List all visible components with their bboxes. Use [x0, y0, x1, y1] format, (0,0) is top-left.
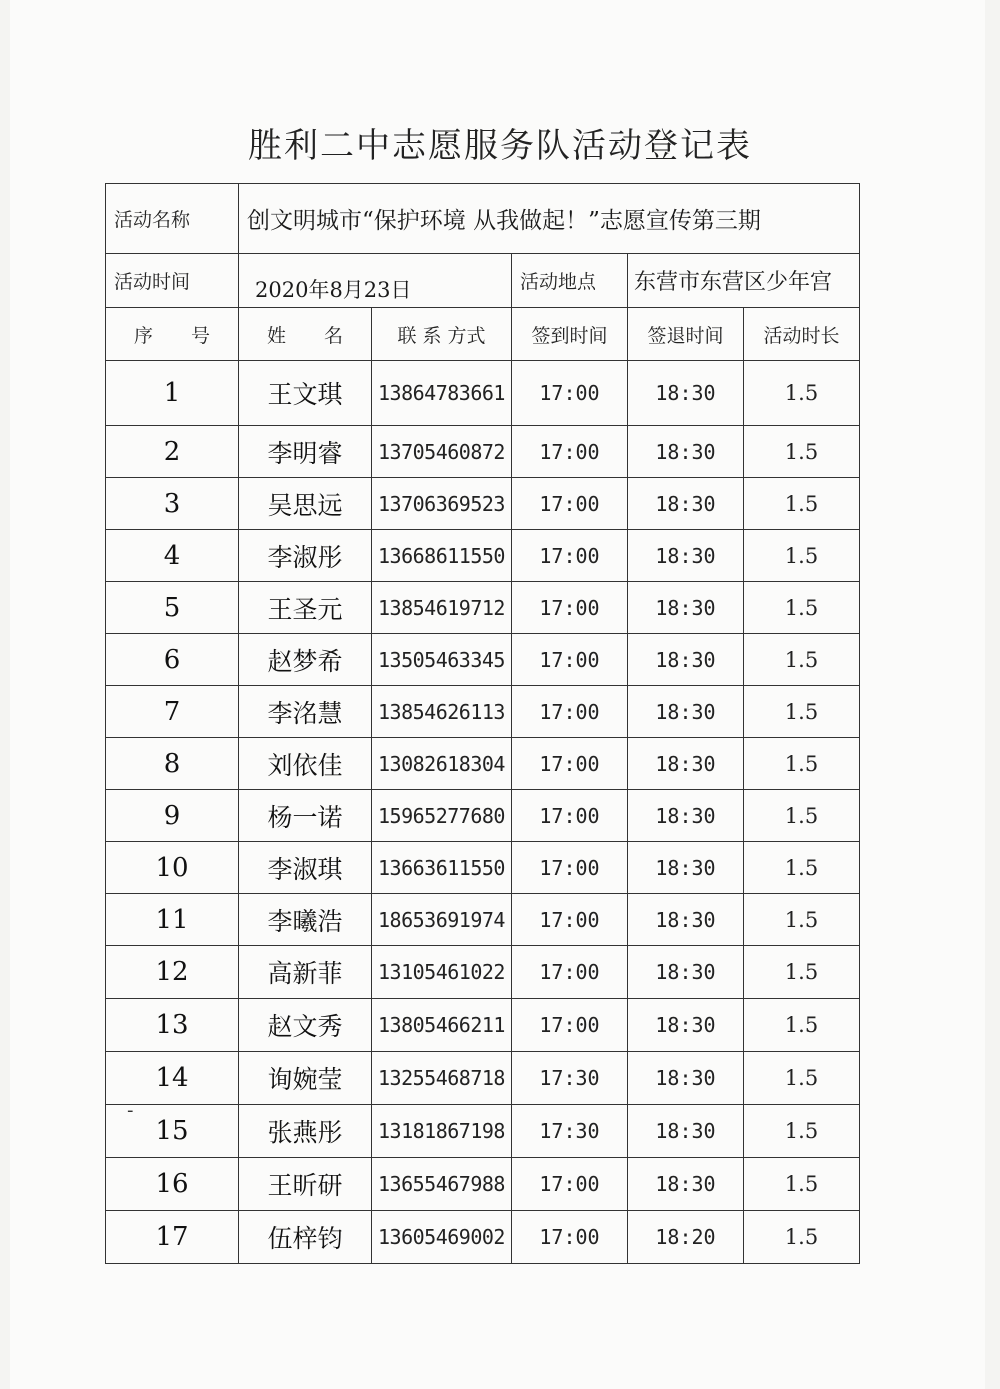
row-sign-in: 17:00: [512, 582, 628, 634]
row-seq: 11: [106, 894, 239, 946]
table-row: [106, 582, 860, 634]
row-duration: 1.5: [744, 946, 860, 999]
registration-table: [105, 183, 860, 1264]
row-duration: 1.5: [744, 738, 860, 790]
row-sign-in: 17:00: [512, 1158, 628, 1211]
row-phone: 13854626113: [372, 686, 512, 738]
table-row: [106, 738, 860, 790]
table-row: [106, 946, 860, 999]
row-sign-out: 18:30: [628, 1052, 744, 1105]
header-sign-out: 签退时间: [628, 308, 744, 361]
row-seq: 15: [106, 1105, 239, 1158]
row-sign-out: 18:30: [628, 634, 744, 686]
row-duration: 1.5: [744, 1211, 860, 1264]
row-name: 赵文秀: [239, 999, 372, 1052]
table-row: [106, 478, 860, 530]
row-phone: 18653691974: [372, 894, 512, 946]
table-row: [106, 530, 860, 582]
row-name: 伍梓钧: [239, 1211, 372, 1264]
margin-mark: -: [127, 1100, 134, 1121]
row-seq: 8: [106, 738, 239, 790]
row-phone: 13605469002: [372, 1211, 512, 1264]
row-name: 王昕研: [239, 1158, 372, 1211]
row-sign-in: 17:30: [512, 1052, 628, 1105]
row-seq: 17: [106, 1211, 239, 1264]
row-phone: 13705460872: [372, 426, 512, 478]
row-sign-out: 18:30: [628, 426, 744, 478]
row-sign-out: 18:30: [628, 1105, 744, 1158]
row-sign-out: 18:30: [628, 790, 744, 842]
row-seq: 7: [106, 686, 239, 738]
row-seq: 6: [106, 634, 239, 686]
row-duration: 1.5: [744, 894, 860, 946]
row-sign-in: 17:00: [512, 426, 628, 478]
row-duration: 1.5: [744, 361, 860, 426]
header-name: 姓 名: [239, 308, 372, 361]
row-sign-out: 18:30: [628, 738, 744, 790]
row-seq: 9: [106, 790, 239, 842]
row-sign-in: 17:30: [512, 1105, 628, 1158]
row-phone: 13854619712: [372, 582, 512, 634]
row-sign-out: 18:30: [628, 842, 744, 894]
row-seq: 1: [106, 361, 239, 426]
table-row: [106, 361, 860, 426]
table-row: [106, 790, 860, 842]
row-sign-out: 18:30: [628, 1158, 744, 1211]
row-duration: 1.5: [744, 999, 860, 1052]
header-phone: 联 系 方式: [372, 308, 512, 361]
row-duration: 1.5: [744, 842, 860, 894]
row-duration: 1.5: [744, 530, 860, 582]
row-seq: 2: [106, 426, 239, 478]
table-row: [106, 426, 860, 478]
row-sign-in: 17:00: [512, 1211, 628, 1264]
row-phone: 15965277680: [372, 790, 512, 842]
row-name: 李明睿: [239, 426, 372, 478]
row-name: 询婉莹: [239, 1052, 372, 1105]
row-sign-out: 18:30: [628, 361, 744, 426]
row-phone: 13255468718: [372, 1052, 512, 1105]
row-seq: 5: [106, 582, 239, 634]
row-name: 李淑琪: [239, 842, 372, 894]
row-seq: 16: [106, 1158, 239, 1211]
row-seq: 12: [106, 946, 239, 999]
row-sign-in: 17:00: [512, 686, 628, 738]
row-duration: 1.5: [744, 426, 860, 478]
table-row: [106, 842, 860, 894]
row-seq: 13: [106, 999, 239, 1052]
row-name: 王圣元: [239, 582, 372, 634]
row-seq: 10: [106, 842, 239, 894]
activity-time-label: 活动时间: [106, 254, 239, 308]
row-phone: 13105461022: [372, 946, 512, 999]
row-name: 刘依佳: [239, 738, 372, 790]
activity-name-value: 创文明城市“保护环境 从我做起！”志愿宣传第三期: [239, 184, 860, 254]
row-sign-in: 17:00: [512, 530, 628, 582]
row-duration: 1.5: [744, 1052, 860, 1105]
row-phone: 13655467988: [372, 1158, 512, 1211]
row-duration: 1.5: [744, 1105, 860, 1158]
row-duration: 1.5: [744, 582, 860, 634]
row-phone: 13663611550: [372, 842, 512, 894]
row-name: 王文琪: [239, 361, 372, 426]
row-sign-in: 17:00: [512, 790, 628, 842]
activity-time-row: [106, 254, 860, 308]
table-row: [106, 686, 860, 738]
row-sign-in: 17:00: [512, 738, 628, 790]
row-seq: 4: [106, 530, 239, 582]
row-seq: 3: [106, 478, 239, 530]
row-name: 李洺慧: [239, 686, 372, 738]
row-sign-out: 18:30: [628, 530, 744, 582]
row-sign-in: 17:00: [512, 894, 628, 946]
row-sign-out: 18:30: [628, 478, 744, 530]
header-seq: 序 号: [106, 308, 239, 361]
row-sign-out: 18:30: [628, 894, 744, 946]
page-title: 胜利二中志愿服务队活动登记表: [248, 126, 752, 166]
row-name: 李淑彤: [239, 530, 372, 582]
row-sign-out: 18:30: [628, 999, 744, 1052]
row-phone: 13505463345: [372, 634, 512, 686]
column-header-row: [106, 308, 860, 361]
row-name: 赵梦希: [239, 634, 372, 686]
row-sign-in: 17:00: [512, 842, 628, 894]
row-phone: 13864783661: [372, 361, 512, 426]
table-row: [106, 1158, 860, 1211]
activity-name-row: [106, 184, 860, 254]
activity-place-label: 活动地点: [512, 254, 628, 308]
row-phone: 13082618304: [372, 738, 512, 790]
row-duration: 1.5: [744, 1158, 860, 1211]
header-duration: 活动时长: [744, 308, 860, 361]
table-row: [106, 1052, 860, 1105]
header-sign-in: 签到时间: [512, 308, 628, 361]
row-name: 李曦浩: [239, 894, 372, 946]
table-row: [106, 1211, 860, 1264]
row-duration: 1.5: [744, 478, 860, 530]
row-sign-in: 17:00: [512, 946, 628, 999]
row-phone: 13181867198: [372, 1105, 512, 1158]
row-phone: 13668611550: [372, 530, 512, 582]
row-seq: 14: [106, 1052, 239, 1105]
row-phone: 13805466211: [372, 999, 512, 1052]
row-sign-out: 18:30: [628, 686, 744, 738]
row-sign-out: 18:30: [628, 946, 744, 999]
table-row: [106, 999, 860, 1052]
row-name: 张燕彤: [239, 1105, 372, 1158]
row-name: 高新菲: [239, 946, 372, 999]
row-sign-in: 17:00: [512, 634, 628, 686]
activity-time-value: 2020年8月23日: [239, 254, 512, 308]
activity-place-value: 东营市东营区少年宫: [628, 254, 860, 308]
row-sign-in: 17:00: [512, 999, 628, 1052]
row-duration: 1.5: [744, 686, 860, 738]
table-row: [106, 1105, 860, 1158]
activity-name-label: 活动名称: [106, 184, 239, 254]
row-name: 杨一诺: [239, 790, 372, 842]
row-sign-in: 17:00: [512, 478, 628, 530]
row-sign-out: 18:30: [628, 582, 744, 634]
row-phone: 13706369523: [372, 478, 512, 530]
table-row: [106, 894, 860, 946]
table-row: [106, 634, 860, 686]
row-sign-in: 17:00: [512, 361, 628, 426]
row-duration: 1.5: [744, 634, 860, 686]
row-sign-out: 18:20: [628, 1211, 744, 1264]
row-duration: 1.5: [744, 790, 860, 842]
row-name: 吴思远: [239, 478, 372, 530]
